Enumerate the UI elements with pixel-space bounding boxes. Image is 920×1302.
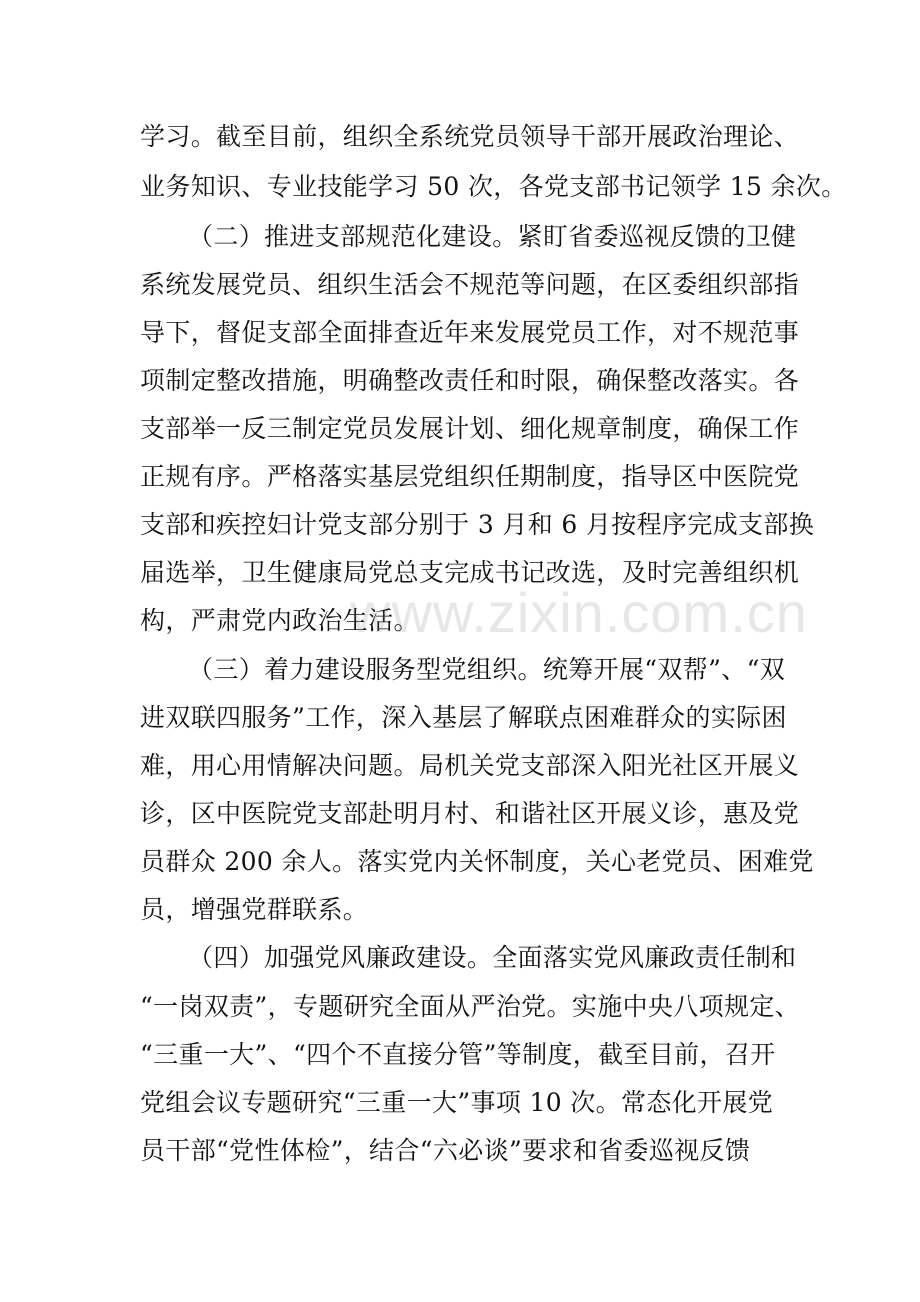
paragraph-line: 构，严肃党内政治生活。 <box>140 606 419 635</box>
paragraph-line: 业务知识、专业技能学习 50 次，各党支部书记领学 15 余次。 <box>140 172 847 201</box>
paragraph-line: 系统发展党员、组织生活会不规范等问题，在区委组织部指 <box>140 270 800 299</box>
paragraph-line: 员，增强党群联系。 <box>140 895 369 924</box>
paragraph-line: 诊，区中医院党支部赴明月村、和谐社区开展义诊，惠及党 <box>140 799 800 828</box>
paragraph-line: 学习。截至目前，组织全系统党员领导干部开展政治理论、 <box>140 122 800 151</box>
paragraph-line: 届选举，卫生健康局党总支完成书记改选，及时完善组织机 <box>140 558 800 587</box>
paragraph-line: 支部举一反三制定党员发展计划、细化规章制度，确保工作 <box>140 414 800 443</box>
watermark: www.zixin.com.cn <box>350 581 808 644</box>
paragraph-line: 正规有序。严格落实基层党组织任期制度，指导区中医院党 <box>140 462 800 491</box>
section-heading-line: （三）着力建设服务型党组织。统筹开展“双帮”、“双 <box>188 655 786 684</box>
paragraph-line: 项制定整改措施，明确整改责任和时限，确保整改落实。各 <box>140 366 800 395</box>
paragraph-line: “一岗双责”，专题研究全面从严治党。实施中央八项规定、 <box>140 992 801 1021</box>
section-heading-line: （二）推进支部规范化建设。紧盯省委巡视反馈的卫健 <box>188 222 797 251</box>
paragraph-line: 难，用心用情解决问题。局机关党支部深入阳光社区开展义 <box>140 751 800 780</box>
paragraph-line: 导下，督促支部全面排查近年来发展党员工作，对不规范事 <box>140 318 800 347</box>
paragraph-line: 员群众 200 余人。落实党内关怀制度，关心老党员、困难党 <box>140 847 814 876</box>
paragraph-line: 支部和疾控妇计党支部分别于 3 月和 6 月按程序完成支部换 <box>140 510 815 539</box>
paragraph-line: 员干部“党性体检”，结合“六必谈”要求和省委巡视反馈 <box>140 1136 751 1165</box>
paragraph-line: 党组会议专题研究“三重一大”事项 10 次。常态化开展党 <box>140 1088 774 1117</box>
section-heading-line: （四）加强党风廉政建设。全面落实党风廉政责任制和 <box>188 943 797 972</box>
paragraph-line: 进双联四服务”工作，深入基层了解联点困难群众的实际困 <box>140 703 787 732</box>
paragraph-line: “三重一大”、“四个不直接分管”等制度，截至目前，召开 <box>140 1040 776 1069</box>
